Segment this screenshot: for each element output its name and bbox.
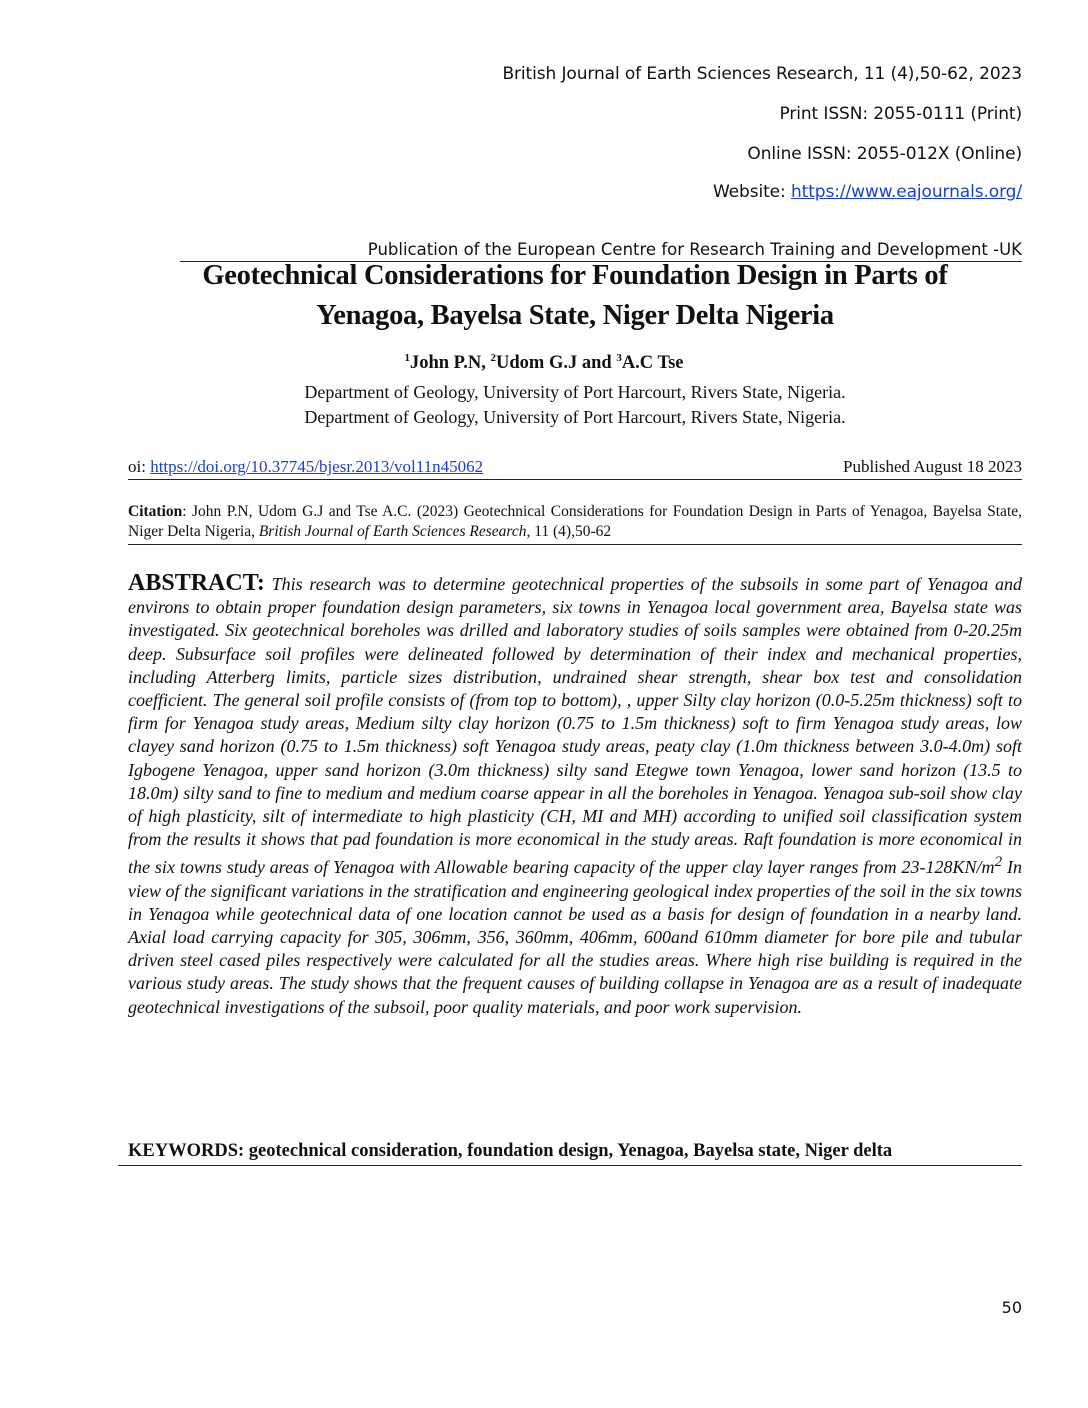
paper-title bbox=[100, 256, 1050, 336]
author-1-affil: 1 bbox=[404, 352, 410, 364]
author-3-affil: 3 bbox=[616, 352, 622, 364]
abstract-label: ABSTRACT: bbox=[128, 570, 265, 596]
citation-journal: British Journal of Earth Sciences Research, bbox=[258, 523, 531, 540]
citation-label: Citation bbox=[128, 503, 183, 520]
citation-text: : John P.N, Udom G.J and Tse A.C. (2023) Geotechnical Considerations for Foundation Design in Parts of Yenagoa, Bayelsa State, Niger Delta Nigeria, bbox=[128, 503, 1022, 540]
publisher-line: Publication of the European Centre for Research Training and Development -UK bbox=[180, 240, 1022, 262]
abstract-superscript: 2 bbox=[994, 854, 1003, 871]
website-label: Website: bbox=[712, 182, 791, 202]
print-issn: Print ISSN: 2055-0111 (Print) bbox=[779, 104, 1022, 124]
published-date: Published August 18 2023 bbox=[843, 457, 1022, 476]
author-list bbox=[0, 352, 1088, 374]
author-3: A.C Tse bbox=[621, 353, 684, 374]
affiliation-1: Department of Geology, University of Port Harcourt, Rivers State, Nigeria. bbox=[304, 382, 846, 402]
doi-prefix: oi: bbox=[128, 457, 151, 476]
journal-citation-header: British Journal of Earth Sciences Research, 11 (4),50-62, 2023 bbox=[502, 64, 1022, 84]
affiliation-2: Department of Geology, University of Port Harcourt, Rivers State, Nigeria. bbox=[304, 407, 846, 427]
website-line bbox=[713, 182, 1022, 202]
author-2-affil: 2 bbox=[490, 352, 497, 364]
abstract-block bbox=[128, 572, 1022, 1019]
title-line-1: Geotechnical Considerations for Foundation Design in Parts of bbox=[202, 260, 948, 291]
author-2: Udom G.J and bbox=[496, 353, 617, 374]
doi-link[interactable]: https://doi.org/10.37745/bjesr.2013/vol11n45062 bbox=[150, 457, 484, 476]
citation-block bbox=[128, 502, 1022, 545]
page-number: 50 bbox=[1001, 1298, 1022, 1317]
title-line-2: Yenagoa, Bayelsa State, Niger Delta Nigeria bbox=[316, 300, 834, 331]
author-1: John P.N, bbox=[409, 353, 491, 374]
online-issn: Online ISSN: 2055-012X (Online) bbox=[747, 144, 1022, 164]
doi-line bbox=[128, 457, 1022, 480]
abstract-text-2: In view of the significant variations in the stratification and engineering geological index properties of the soil in the six towns in Yenagoa while geotechnical data of one location cannot be used as a basis for design of foundation in a nearby land. Axial load carrying capacity for 305, 306mm, 356, 360mm, 406mm, 600and 610mm diameter for bore pile and tubular driven steel cased piles respectively were calculated for all the studies areas. Where high rise building is required in the various study areas. The study shows that the frequent causes of building collapse in Yenagoa are as a result of inadequate geotechnical investigations of the subsoil, poor quality materials, and poor work supervision. bbox=[128, 857, 1022, 1017]
keywords-line: KEYWORDS: geotechnical consideration, foundation design, Yenagoa, Bayelsa state, Niger delta bbox=[118, 1141, 1022, 1166]
website-link[interactable]: https://www.eajournals.org/ bbox=[790, 182, 1022, 202]
abstract-text-1: This research was to determine geotechnical properties of the subsoils in some part of Yenagoa and environs to obtain proper foundation design parameters, six towns in Yenagoa local government area, Bayelsa state was investigated. Six geotechnical boreholes was drilled and laboratory studies of soils samples were obtained from 0-20.25m deep. Subsurface soil profiles were delineated followed by determination of their index and mechanical properties, including Atterberg limits, particle sizes distribution, undrained shear strength, shear box test and consolidation coefficient. The general soil profile consists of (from top to bottom), , upper Silty clay horizon (0.0-5.25m thickness) soft to firm for Yenagoa study areas, Medium silty clay horizon (0.75 to 1.5m thickness) soft to firm Yenagoa study areas, low clayey sand horizon (0.75 to 1.5m thickness) soft Yenagoa study areas, peaty clay (1.0m thickness between 3.0-4.0m) soft Igbogene Yenagoa, upper sand horizon (3.0m thickness) silty sand Etegwe town Yenagoa, lower sand horizon (13.5 to 18.0m) silty sand to fine to medium and medium coarse appear in all the boreholes in Yenagoa. Yenagoa sub-soil show clay of high plasticity, silt of intermediate to high plasticity (CH, MI and MH) according to unified soil classification system from the results it shows that pad foundation is more economical in the study areas. Raft foundation is more economical in the six towns study areas of Yenagoa with Allowable bearing capacity of the upper clay layer ranges from 23-128KN/m bbox=[128, 574, 1022, 878]
citation-volume: 11 (4),50-62 bbox=[530, 523, 612, 540]
